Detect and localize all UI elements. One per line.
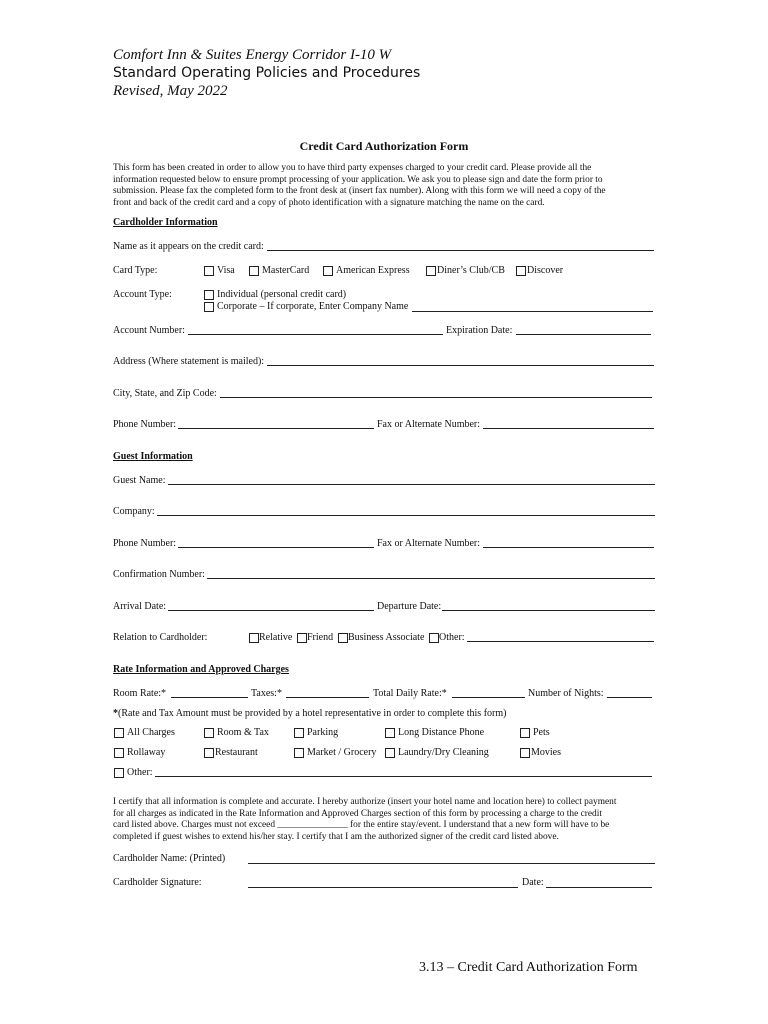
certification-line: completed if guest wishes to extend his/her stay. I certify that I am the authorized signer of the credit card listed above. bbox=[113, 831, 559, 842]
rate-note-text: (Rate and Tax Amount must be provided by a hotel representative in order to complete this form) bbox=[118, 708, 507, 719]
cardholder-section-heading: Cardholder Information bbox=[113, 217, 218, 228]
certification-paragraph bbox=[113, 797, 655, 843]
address-field[interactable] bbox=[267, 365, 654, 366]
guest-phone-field[interactable] bbox=[178, 547, 374, 548]
signature-label: Cardholder Signature: bbox=[113, 877, 202, 888]
laundry-checkbox[interactable] bbox=[385, 748, 395, 758]
mastercard-label: MasterCard bbox=[262, 265, 310, 276]
individual-account-checkbox[interactable] bbox=[204, 290, 214, 300]
number-of-nights-label: Number of Nights: bbox=[528, 688, 604, 699]
rate-note-star: * bbox=[113, 708, 118, 719]
signature-date-field[interactable] bbox=[546, 887, 652, 888]
intro-line: front and back of the credit card and a copy of photo identification with a signature matching the name on the card. bbox=[113, 197, 545, 208]
expiration-date-field[interactable] bbox=[516, 334, 651, 335]
mastercard-checkbox[interactable] bbox=[249, 266, 259, 276]
pets-label: Pets bbox=[533, 727, 550, 738]
rates-section-heading: Rate Information and Approved Charges bbox=[113, 664, 289, 675]
long-distance-label: Long Distance Phone bbox=[398, 727, 485, 738]
certification-line: card listed above. Charges must not exceed _______________ for the entire stay/event. I understand that a new form will have to be bbox=[113, 820, 610, 831]
guest-name-field[interactable] bbox=[168, 484, 655, 485]
intro-paragraph bbox=[113, 163, 655, 209]
city-state-zip-field[interactable] bbox=[220, 397, 652, 398]
expiration-date-label: Expiration Date: bbox=[446, 325, 513, 336]
certification-line: I certify that all information is complete and accurate. I hereby authorize (insert your hotel name and location here) to collect payment bbox=[113, 797, 617, 807]
departure-date-field[interactable] bbox=[442, 610, 655, 611]
market-grocery-label: Market / Grocery bbox=[307, 747, 377, 758]
company-name-field[interactable] bbox=[412, 311, 653, 312]
charges-other-field[interactable] bbox=[155, 776, 652, 777]
corporate-account-label: Corporate – If corporate, Enter Company Name bbox=[217, 301, 409, 312]
rollaway-checkbox[interactable] bbox=[114, 748, 124, 758]
room-tax-label: Room & Tax bbox=[217, 727, 269, 738]
visa-label: Visa bbox=[217, 265, 235, 276]
pets-checkbox[interactable] bbox=[520, 728, 530, 738]
signature-date-label: Date: bbox=[522, 877, 544, 888]
relation-other-label: Other: bbox=[439, 632, 465, 643]
room-tax-checkbox[interactable] bbox=[204, 728, 214, 738]
total-daily-rate-field[interactable] bbox=[452, 697, 525, 698]
cardholder-fax-field[interactable] bbox=[483, 428, 654, 429]
room-rate-field[interactable] bbox=[171, 697, 248, 698]
intro-line: submission. Please fax the completed form to the front desk at (insert fax number). Along with this form we will need a copy of the bbox=[113, 186, 606, 197]
company-field[interactable] bbox=[157, 515, 655, 516]
american-express-label: American Express bbox=[336, 265, 410, 276]
departure-date-label: Departure Date: bbox=[377, 601, 442, 612]
printed-name-label: Cardholder Name: (Printed) bbox=[113, 853, 226, 864]
restaurant-checkbox[interactable] bbox=[204, 748, 214, 758]
account-type-label: Account Type: bbox=[113, 289, 172, 300]
discover-checkbox[interactable] bbox=[516, 266, 526, 276]
cardholder-phone-field[interactable] bbox=[178, 428, 374, 429]
signature-field[interactable] bbox=[248, 887, 518, 888]
arrival-date-label: Arrival Date: bbox=[113, 601, 167, 612]
relation-label: Relation to Cardholder: bbox=[113, 632, 208, 643]
parking-label: Parking bbox=[307, 727, 339, 738]
room-rate-label: Room Rate:* bbox=[113, 688, 167, 699]
all-charges-checkbox[interactable] bbox=[114, 728, 124, 738]
account-number-label: Account Number: bbox=[113, 325, 185, 336]
parking-checkbox[interactable] bbox=[294, 728, 304, 738]
guest-phone-label: Phone Number: bbox=[113, 538, 177, 549]
american-express-checkbox[interactable] bbox=[323, 266, 333, 276]
long-distance-checkbox[interactable] bbox=[385, 728, 395, 738]
taxes-label: Taxes:* bbox=[251, 688, 282, 699]
corporate-account-checkbox[interactable] bbox=[204, 302, 214, 312]
revision-date: Revised, May 2022 bbox=[113, 83, 228, 99]
guest-fax-label: Fax or Alternate Number: bbox=[377, 538, 481, 549]
cardholder-fax-label: Fax or Alternate Number: bbox=[377, 419, 481, 430]
business-associate-checkbox[interactable] bbox=[338, 633, 348, 643]
relative-label: Relative bbox=[259, 632, 293, 643]
taxes-field[interactable] bbox=[286, 697, 369, 698]
diners-club-label: Diner’s Club/CB bbox=[437, 265, 505, 276]
movies-checkbox[interactable] bbox=[520, 748, 530, 758]
certification-line: for all charges as indicated in the Rate Information and Approved Charges section of this form by processing a charge to the credit bbox=[113, 808, 602, 819]
relative-checkbox[interactable] bbox=[249, 633, 259, 643]
all-charges-label: All Charges bbox=[127, 727, 175, 738]
card-type-label: Card Type: bbox=[113, 265, 158, 276]
relation-other-checkbox[interactable] bbox=[429, 633, 439, 643]
movies-label: Movies bbox=[531, 747, 561, 758]
city-state-zip-label: City, State, and Zip Code: bbox=[113, 388, 217, 399]
intro-line: information requested below to ensure prompt processing of your application. We ask you to please sign and date the form prior to bbox=[113, 174, 603, 185]
individual-account-label: Individual (personal credit card) bbox=[217, 289, 347, 300]
hotel-name: Comfort Inn & Suites Energy Corridor I-10 W bbox=[113, 47, 392, 63]
company-label: Company: bbox=[113, 506, 155, 517]
guest-section-heading: Guest Information bbox=[113, 451, 193, 462]
address-label: Address (Where statement is mailed): bbox=[113, 356, 265, 367]
confirmation-number-label: Confirmation Number: bbox=[113, 569, 205, 580]
intro-line: This form has been created in order to allow you to have third party expenses charged to your credit card. Please provide all the bbox=[113, 163, 592, 173]
laundry-label: Laundry/Dry Cleaning bbox=[398, 747, 489, 758]
friend-label: Friend bbox=[307, 632, 334, 643]
charges-other-checkbox[interactable] bbox=[114, 768, 124, 778]
account-number-field[interactable] bbox=[188, 334, 443, 335]
document-title: Standard Operating Policies and Procedures bbox=[113, 65, 421, 81]
restaurant-label: Restaurant bbox=[215, 747, 258, 758]
printed-name-field[interactable] bbox=[248, 863, 655, 864]
arrival-date-field[interactable] bbox=[168, 610, 374, 611]
visa-checkbox[interactable] bbox=[204, 266, 214, 276]
market-grocery-checkbox[interactable] bbox=[294, 748, 304, 758]
charges-other-label: Other: bbox=[127, 767, 153, 778]
guest-fax-field[interactable] bbox=[483, 547, 654, 548]
number-of-nights-field[interactable] bbox=[607, 697, 652, 698]
cardholder-name-label: Name as it appears on the credit card: bbox=[113, 241, 264, 252]
cardholder-phone-label: Phone Number: bbox=[113, 419, 177, 430]
rate-note bbox=[113, 708, 506, 720]
business-associate-label: Business Associate bbox=[348, 632, 425, 643]
guest-name-label: Guest Name: bbox=[113, 475, 166, 486]
page-footer: 3.13 – Credit Card Authorization Form bbox=[419, 960, 638, 975]
relation-other-field[interactable] bbox=[467, 641, 654, 642]
discover-label: Discover bbox=[527, 265, 564, 276]
friend-checkbox[interactable] bbox=[297, 633, 307, 643]
diners-club-checkbox[interactable] bbox=[426, 266, 436, 276]
confirmation-number-field[interactable] bbox=[207, 578, 655, 579]
total-daily-rate-label: Total Daily Rate:* bbox=[373, 688, 447, 699]
rollaway-label: Rollaway bbox=[127, 747, 166, 758]
cardholder-name-field[interactable] bbox=[267, 250, 654, 251]
form-title: Credit Card Authorization Form bbox=[299, 139, 469, 153]
